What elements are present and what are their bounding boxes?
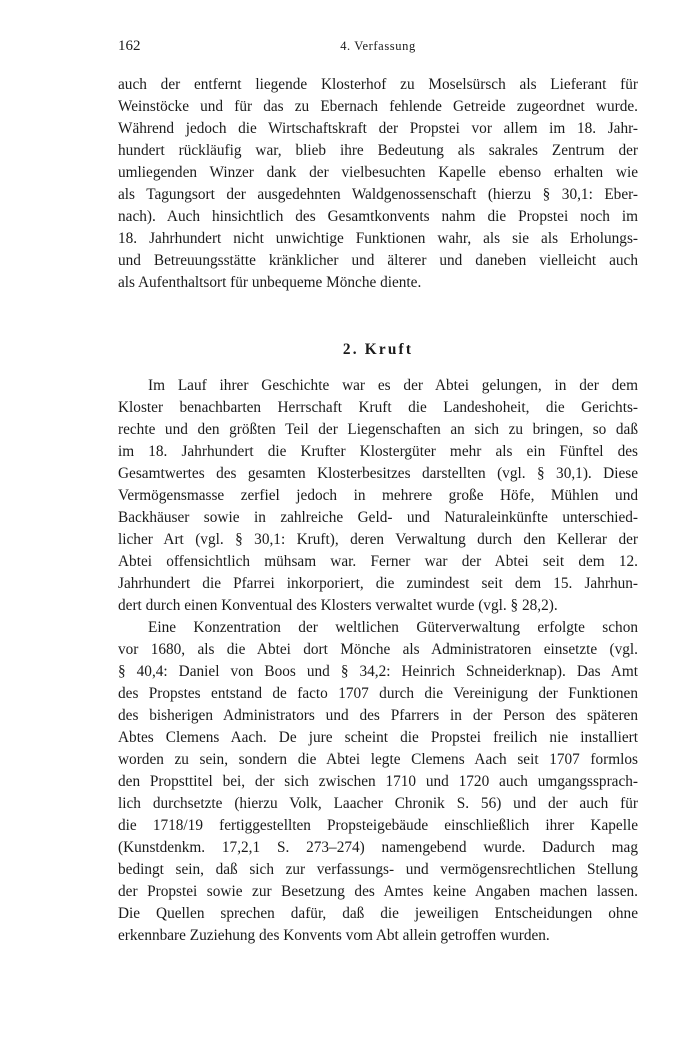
text-line: der Propstei sowie zur Besetzung des Amtes keine Angaben machen lassen. <box>118 883 638 900</box>
text-line: des Propstes entstand de facto 1707 durch die Vereinigung der Funktionen <box>118 685 638 702</box>
text-line: Während jedoch die Wirtschaftskraft der Propstei vor allem im 18. Jahr- <box>118 120 638 137</box>
text-line: umliegenden Winzer dank der vielbesuchten Kapelle ebenso erhalten wie <box>118 164 638 181</box>
text-line: dert durch einen Konventual des Klosters verwaltet wurde (vgl. § 28,2). <box>118 597 558 614</box>
text-line: erkennbare Zuziehung des Konvents vom Abt allein getroffen wurden. <box>118 927 550 944</box>
text-line: nach). Auch hinsichtlich des Gesamtkonvents nahm die Propstei noch im <box>118 208 638 225</box>
text-line: vor 1680, als die Abtei dort Mönche als Administratoren einsetzte (vgl. <box>118 641 638 658</box>
text-line: licher Art (vgl. § 30,1: Kruft), deren Verwaltung durch den Kellerar der <box>118 531 638 548</box>
text-line: Abtei offensichtlich mühsam war. Ferner war der Abtei seit dem 12. <box>118 553 638 570</box>
text-line: Die Quellen sprechen dafür, daß die jeweiligen Entscheidungen ohne <box>118 905 638 922</box>
text-line: Abtes Clemens Aach. De jure scheint die Propstei freilich nie installiert <box>118 729 638 746</box>
text-line: Jahrhundert die Pfarrei inkorporiert, die zumindest seit dem 15. Jahrhun- <box>118 575 638 592</box>
text-line: § 40,4: Daniel von Boos und § 34,2: Heinrich Schneiderknap). Das Amt <box>118 663 638 680</box>
text-line: Im Lauf ihrer Geschichte war es der Abtei gelungen, in der dem <box>148 377 638 394</box>
text-line: lich durchsetzte (hierzu Volk, Laacher Chronik S. 56) und der auch für <box>118 795 638 812</box>
text-line: die 1718/19 fertiggestellten Propsteigebäude einschließlich ihrer Kapelle <box>118 817 638 834</box>
section-heading: 2. Kruft <box>342 341 414 358</box>
text-line: Backhäuser sowie in zahlreiche Geld- und Naturaleinkünfte unterschied- <box>118 509 638 526</box>
text-line: Vermögensmasse zerfiel jedoch in mehrere große Höfe, Mühlen und <box>118 487 638 504</box>
text-line: Weinstöcke und für das zu Ebernach fehlende Getreide zugeordnet wurde. <box>118 98 638 115</box>
text-line: des bisherigen Administrators und des Pfarrers in der Person des späteren <box>118 707 638 724</box>
text-line: und Betreuungsstätte kränklicher und älterer und daneben vielleicht auch <box>118 252 638 269</box>
text-line: (Kunstdenkm. 17,2,1 S. 273–274) namengebend wurde. Dadurch mag <box>118 839 638 856</box>
text-line: worden zu sein, sondern die Abtei legte Clemens Aach seit 1707 formlos <box>118 751 638 768</box>
text-line: Kloster benachbarten Herrschaft Kruft die Landeshoheit, die Gerichts- <box>118 399 638 416</box>
text-line: als Tagungsort der ausgedehnten Waldgenossenschaft (hierzu § 30,1: Eber- <box>118 186 638 203</box>
text-line: 18. Jahrhundert nicht unwichtige Funktionen wahr, als sie als Erholungs- <box>118 230 638 247</box>
text-line: Eine Konzentration der weltlichen Güterverwaltung erfolgte schon <box>148 619 638 636</box>
text-line: rechte und den größten Teil der Liegenschaften an sich zu bringen, so daß <box>118 421 638 438</box>
running-head <box>118 38 638 60</box>
text-line: den Propsttitel bei, der sich zwischen 1710 und 1720 auch umgangssprach- <box>118 773 638 790</box>
text-line: bedingt sein, daß sich zur verfassungs- und vermögensrechtlichen Stellung <box>118 861 638 878</box>
text-line: Gesamtwertes des gesamten Klosterbesitzes darstellten (vgl. § 30,1). Diese <box>118 465 638 482</box>
text-line: auch der entfernt liegende Klosterhof zu Moselsürsch als Lieferant für <box>118 76 638 93</box>
text-line: hundert rückläufig war, blieb ihre Bedeutung als sakrales Zentrum der <box>118 142 638 159</box>
text-line: als Aufenthaltsort für unbequeme Mönche diente. <box>118 274 422 291</box>
running-title: 4. Verfassung <box>340 39 416 53</box>
page-number: 162 <box>118 38 141 54</box>
text-line: im 18. Jahrhundert die Krufter Klostergüter mehr als ein Fünftel des <box>118 443 638 460</box>
